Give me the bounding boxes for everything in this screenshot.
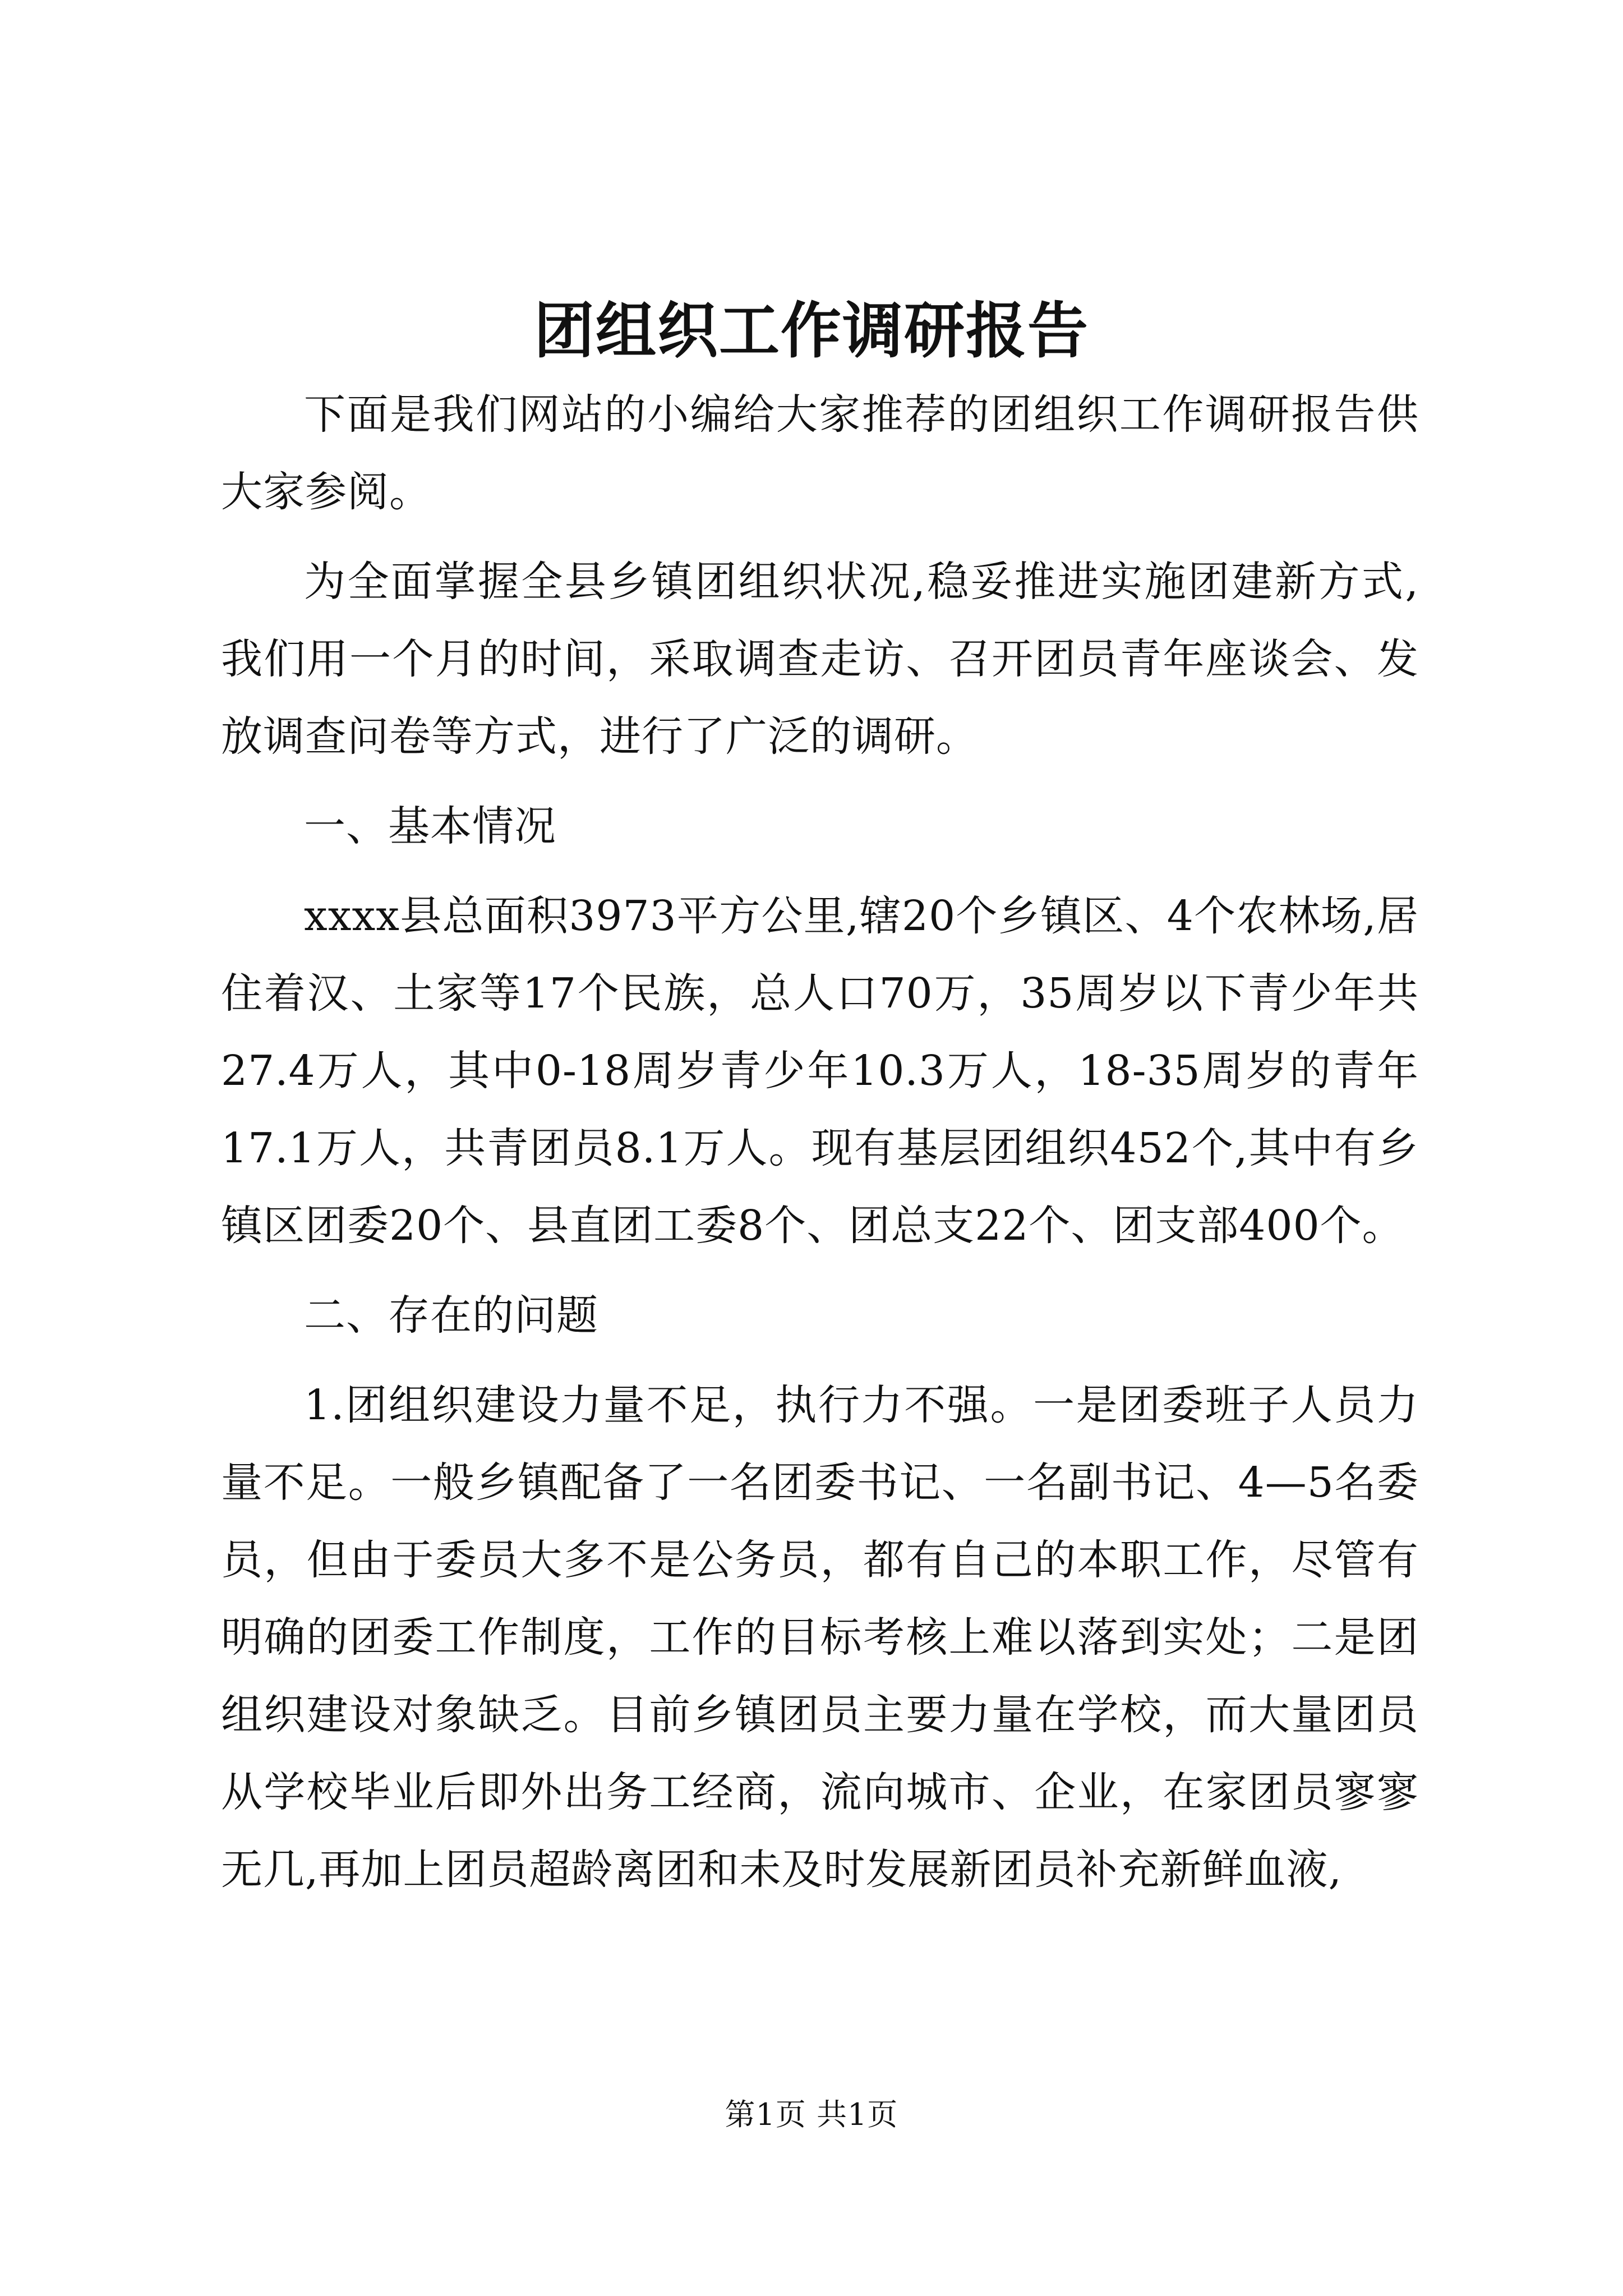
section2-heading: 二、存在的问题 bbox=[304, 1291, 598, 1340]
purpose-paragraph: 为全面掌握全县乡镇团组织状况,稳妥推进实施团建新方式,我们用一个月的时间，采取调查走访、召开团员青年座谈会、发放调查问卷等方式，进行了广泛的调研。 bbox=[221, 558, 1419, 761]
section1-heading: 一、基本情况 bbox=[304, 802, 556, 850]
page-footer: 第1页 共1页 bbox=[725, 2097, 898, 2132]
section1-paragraph: xxxx县总面积3973平方公里,辖20个乡镇区、4个农林场,居住着汉、土家等17个民族，总人口70万，35周岁以下青少年共27.4万人，其中0-18周岁青少年10.3万人，18-35周岁的青年17.1万人，共青团员8.1万人。现有基层团组织452个,其中有乡镇区团委20个、县直团工委8个、团总支22个、团支部400个。 bbox=[221, 892, 1419, 1250]
document-body bbox=[221, 376, 1419, 1921]
section2-item1-paragraph: 1.团组织建设力量不足，执行力不强。一是团委班子人员力量不足。一般乡镇配备了一名团委书记、一名副书记、4—5名委员，但由于委员大多不是公务员，都有自己的本职工作，尽管有明确的团委工作制度，工作的目标考核上难以落到实处；二是团组织建设对象缺乏。目前乡镇团员主要力量在学校，而大量团员从学校毕业后即外出务工经商，流向城市、企业，在家团员寥寥无几,再加上团员超龄离团和未及时发展新团员补充新鲜血液, bbox=[221, 1381, 1419, 1894]
document-title: 团组织工作调研报告 bbox=[533, 296, 1089, 366]
intro-paragraph: 下面是我们网站的小编给大家推荐的团组织工作调研报告供大家参阅。 bbox=[221, 390, 1419, 516]
